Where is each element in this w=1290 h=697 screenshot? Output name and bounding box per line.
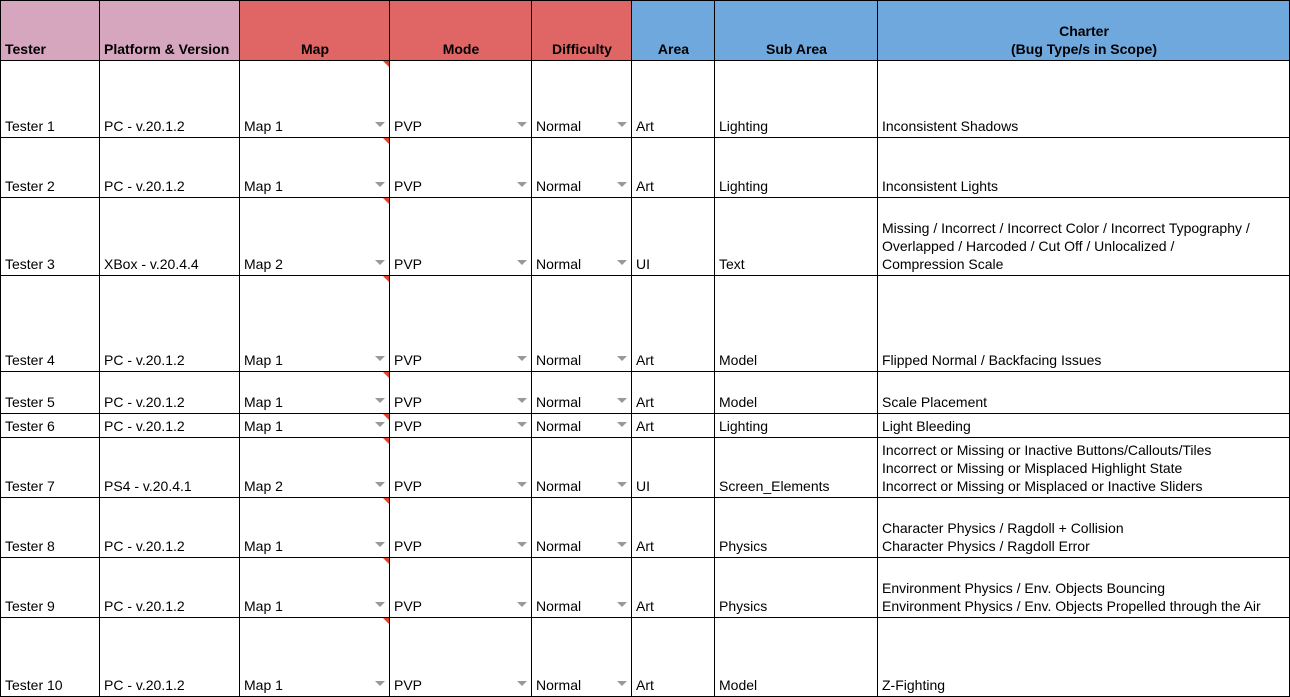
area-value: UI	[636, 256, 650, 272]
charter-cell[interactable]	[878, 618, 1290, 697]
chevron-down-icon[interactable]	[375, 422, 385, 427]
chevron-down-icon[interactable]	[375, 356, 385, 361]
tester-name: Tester 5	[5, 394, 55, 410]
header-charter-line-1: Charter	[1059, 23, 1109, 39]
charter-text	[882, 219, 1250, 273]
map-value: Map 1	[244, 178, 283, 194]
platform-version: PC - v.20.1.2	[104, 178, 185, 194]
comment-marker-icon[interactable]	[383, 61, 389, 67]
map-dropdown[interactable]	[240, 438, 390, 498]
mode-dropdown[interactable]	[390, 138, 532, 198]
map-value: Map 1	[244, 352, 283, 368]
chevron-down-icon[interactable]	[517, 398, 527, 403]
map-dropdown[interactable]	[240, 498, 390, 558]
difficulty-value: Normal	[536, 598, 582, 614]
mode-value: PVP	[394, 256, 423, 272]
chevron-down-icon[interactable]	[617, 122, 627, 127]
charter-cell[interactable]	[878, 198, 1290, 276]
charter-line: Scale Placement	[882, 394, 988, 410]
charter-text	[882, 579, 1261, 615]
difficulty-dropdown[interactable]	[532, 61, 632, 138]
mode-value: PVP	[394, 118, 423, 134]
sub-area-cell[interactable]	[715, 414, 878, 438]
charter-cell[interactable]	[878, 558, 1290, 618]
comment-marker-icon[interactable]	[383, 414, 389, 420]
platform-cell[interactable]	[100, 138, 240, 198]
charter-text	[882, 676, 945, 694]
header-mode[interactable]	[390, 0, 532, 61]
header-platform[interactable]	[100, 0, 240, 61]
tester-cell[interactable]	[0, 498, 100, 558]
platform-cell[interactable]	[100, 276, 240, 372]
mode-value: PVP	[394, 478, 423, 494]
difficulty-dropdown[interactable]	[532, 276, 632, 372]
charter-line: Light Bleeding	[882, 418, 971, 434]
header-sub-area[interactable]	[715, 0, 878, 61]
tester-cell[interactable]	[0, 438, 100, 498]
map-dropdown[interactable]	[240, 61, 390, 138]
chevron-down-icon[interactable]	[617, 681, 627, 686]
map-value: Map 2	[244, 478, 283, 494]
sub-area-cell[interactable]	[715, 138, 878, 198]
area-cell[interactable]	[632, 372, 715, 414]
area-cell[interactable]	[632, 498, 715, 558]
chevron-down-icon[interactable]	[517, 602, 527, 607]
tester-name: Tester 3	[5, 256, 55, 272]
mode-value: PVP	[394, 677, 423, 693]
chevron-down-icon[interactable]	[517, 356, 527, 361]
tester-name: Tester 2	[5, 178, 55, 194]
platform-version: PC - v.20.1.2	[104, 538, 185, 554]
difficulty-value: Normal	[536, 677, 582, 693]
area-value: Art	[636, 394, 654, 410]
chevron-down-icon[interactable]	[375, 182, 385, 187]
chevron-down-icon[interactable]	[375, 260, 385, 265]
charter-cell[interactable]	[878, 438, 1290, 498]
sub-area-value: Physics	[719, 598, 768, 614]
difficulty-value: Normal	[536, 256, 582, 272]
map-dropdown[interactable]	[240, 276, 390, 372]
charter-cell[interactable]	[878, 498, 1290, 558]
chevron-down-icon[interactable]	[375, 542, 385, 547]
difficulty-dropdown[interactable]	[532, 198, 632, 276]
platform-version: PS4 - v.20.4.1	[104, 478, 192, 494]
difficulty-value: Normal	[536, 118, 582, 134]
chevron-down-icon[interactable]	[517, 542, 527, 547]
chevron-down-icon[interactable]	[375, 398, 385, 403]
charter-cell[interactable]	[878, 138, 1290, 198]
comment-marker-icon[interactable]	[383, 138, 389, 144]
difficulty-dropdown[interactable]	[532, 438, 632, 498]
area-value: UI	[636, 478, 650, 494]
map-dropdown[interactable]	[240, 372, 390, 414]
charter-line: Inconsistent Shadows	[882, 118, 1019, 134]
map-value: Map 2	[244, 256, 283, 272]
difficulty-value: Normal	[536, 478, 582, 494]
chevron-down-icon[interactable]	[375, 602, 385, 607]
charter-text	[882, 117, 1018, 135]
mode-value: PVP	[394, 418, 423, 434]
tester-cell[interactable]	[0, 618, 100, 697]
map-value: Map 1	[244, 394, 283, 410]
sub-area-cell[interactable]	[715, 198, 878, 276]
charter-line: Incorrect or Missing or Inactive Buttons/Callouts/Tiles	[882, 442, 1212, 458]
chevron-down-icon[interactable]	[617, 602, 627, 607]
header-platform-label: Platform & Version	[104, 41, 230, 57]
sub-area-cell[interactable]	[715, 498, 878, 558]
mode-value: PVP	[394, 178, 423, 194]
header-sub-area-label: Sub Area	[766, 41, 827, 57]
platform-cell[interactable]	[100, 558, 240, 618]
area-cell[interactable]	[632, 198, 715, 276]
comment-marker-icon[interactable]	[383, 498, 389, 504]
tester-name: Tester 10	[5, 677, 63, 693]
tester-cell[interactable]	[0, 372, 100, 414]
map-dropdown[interactable]	[240, 558, 390, 618]
comment-marker-icon[interactable]	[383, 372, 389, 378]
mode-dropdown[interactable]	[390, 372, 532, 414]
charter-line: Character Physics / Ragdoll Error	[882, 538, 1090, 554]
tester-cell[interactable]	[0, 414, 100, 438]
header-area[interactable]	[632, 0, 715, 61]
header-mode-label: Mode	[442, 41, 480, 57]
area-cell[interactable]	[632, 138, 715, 198]
chevron-down-icon[interactable]	[617, 182, 627, 187]
area-cell[interactable]	[632, 414, 715, 438]
chevron-down-icon[interactable]	[617, 398, 627, 403]
map-value: Map 1	[244, 538, 283, 554]
platform-version: PC - v.20.1.2	[104, 677, 185, 693]
chevron-down-icon[interactable]	[617, 356, 627, 361]
chevron-down-icon[interactable]	[617, 422, 627, 427]
difficulty-dropdown[interactable]	[532, 414, 632, 438]
sub-area-value: Lighting	[719, 418, 769, 434]
tester-cell[interactable]	[0, 198, 100, 276]
charter-text	[882, 393, 987, 411]
difficulty-value: Normal	[536, 538, 582, 554]
mode-dropdown[interactable]	[390, 618, 532, 697]
tester-cell[interactable]	[0, 61, 100, 138]
area-value: Art	[636, 677, 654, 693]
difficulty-value: Normal	[536, 352, 582, 368]
sub-area-cell[interactable]	[715, 372, 878, 414]
comment-marker-icon[interactable]	[383, 558, 389, 564]
charter-line: Environment Physics / Env. Objects Bouncing	[882, 580, 1165, 596]
difficulty-dropdown[interactable]	[532, 618, 632, 697]
platform-cell[interactable]	[100, 198, 240, 276]
chevron-down-icon[interactable]	[375, 482, 385, 487]
sub-area-value: Model	[719, 677, 758, 693]
chevron-down-icon[interactable]	[617, 260, 627, 265]
sub-area-cell[interactable]	[715, 438, 878, 498]
tester-cell[interactable]	[0, 276, 100, 372]
map-dropdown[interactable]	[240, 198, 390, 276]
map-dropdown[interactable]	[240, 618, 390, 697]
map-value: Map 1	[244, 418, 283, 434]
difficulty-value: Normal	[536, 418, 582, 434]
mode-dropdown[interactable]	[390, 558, 532, 618]
map-dropdown[interactable]	[240, 138, 390, 198]
mode-value: PVP	[394, 394, 423, 410]
chevron-down-icon[interactable]	[517, 122, 527, 127]
comment-marker-icon[interactable]	[383, 276, 389, 282]
tester-name: Tester 1	[5, 118, 55, 134]
sub-area-value: Model	[719, 352, 758, 368]
charter-line: Environment Physics / Env. Objects Propelled through the Air	[882, 598, 1261, 614]
map-value: Map 1	[244, 118, 283, 134]
comment-marker-icon[interactable]	[383, 618, 389, 624]
chevron-down-icon[interactable]	[517, 260, 527, 265]
sub-area-cell[interactable]	[715, 61, 878, 138]
sub-area-value: Lighting	[719, 118, 769, 134]
difficulty-value: Normal	[536, 178, 582, 194]
difficulty-dropdown[interactable]	[532, 372, 632, 414]
chevron-down-icon[interactable]	[617, 542, 627, 547]
charter-line: Flipped Normal / Backfacing Issues	[882, 352, 1102, 368]
area-value: Art	[636, 178, 654, 194]
header-difficulty-label: Difficulty	[552, 41, 612, 57]
mode-dropdown[interactable]	[390, 498, 532, 558]
sub-area-value: Model	[719, 394, 758, 410]
platform-cell[interactable]	[100, 498, 240, 558]
platform-version: PC - v.20.1.2	[104, 394, 185, 410]
header-area-label: Area	[657, 41, 690, 57]
platform-version: XBox - v.20.4.4	[104, 256, 199, 272]
charter-line: Z-Fighting	[882, 677, 946, 693]
mode-value: PVP	[394, 598, 423, 614]
sub-area-value: Lighting	[719, 178, 769, 194]
area-value: Art	[636, 538, 654, 554]
area-value: Art	[636, 118, 654, 134]
sub-area-cell[interactable]	[715, 618, 878, 697]
charter-line: Missing / Incorrect / Incorrect Color / Incorrect Typography /	[882, 220, 1250, 236]
area-cell[interactable]	[632, 618, 715, 697]
map-value: Map 1	[244, 598, 283, 614]
difficulty-dropdown[interactable]	[532, 138, 632, 198]
header-tester[interactable]	[0, 0, 100, 61]
area-cell[interactable]	[632, 438, 715, 498]
tester-name: Tester 6	[5, 418, 55, 434]
mode-dropdown[interactable]	[390, 438, 532, 498]
comment-marker-icon[interactable]	[383, 198, 389, 204]
charter-text	[882, 177, 998, 195]
platform-version: PC - v.20.1.2	[104, 598, 185, 614]
sub-area-cell[interactable]	[715, 276, 878, 372]
header-map[interactable]	[240, 0, 390, 61]
area-cell[interactable]	[632, 276, 715, 372]
area-cell[interactable]	[632, 61, 715, 138]
charter-cell[interactable]	[878, 372, 1290, 414]
chevron-down-icon[interactable]	[375, 681, 385, 686]
platform-version: PC - v.20.1.2	[104, 352, 185, 368]
map-value: Map 1	[244, 677, 283, 693]
comment-marker-icon[interactable]	[383, 438, 389, 444]
area-value: Art	[636, 352, 654, 368]
header-map-label: Map	[301, 41, 329, 57]
chevron-down-icon[interactable]	[517, 422, 527, 427]
charter-text	[882, 519, 1124, 555]
mode-dropdown[interactable]	[390, 61, 532, 138]
charter-line: Compression Scale	[882, 256, 1004, 272]
chevron-down-icon[interactable]	[517, 482, 527, 487]
charter-cell[interactable]	[878, 276, 1290, 372]
mode-dropdown[interactable]	[390, 276, 532, 372]
chevron-down-icon[interactable]	[517, 681, 527, 686]
tester-name: Tester 7	[5, 478, 55, 494]
map-dropdown[interactable]	[240, 414, 390, 438]
sub-area-value: Screen_Elements	[719, 478, 830, 494]
charter-line: Overlapped / Harcoded / Cut Off / Unlocalized /	[882, 238, 1175, 254]
charter-cell[interactable]	[878, 414, 1290, 438]
sub-area-value: Physics	[719, 538, 768, 554]
tester-name: Tester 9	[5, 598, 55, 614]
charter-line: Incorrect or Missing or Misplaced or Inactive Sliders	[882, 478, 1203, 494]
mode-dropdown[interactable]	[390, 414, 532, 438]
chevron-down-icon[interactable]	[375, 122, 385, 127]
chevron-down-icon[interactable]	[617, 482, 627, 487]
difficulty-dropdown[interactable]	[532, 498, 632, 558]
area-value: Art	[636, 598, 654, 614]
platform-cell[interactable]	[100, 414, 240, 438]
sub-area-value: Text	[719, 256, 745, 272]
charter-text	[882, 351, 1101, 369]
platform-cell[interactable]	[100, 61, 240, 138]
tester-name: Tester 4	[5, 352, 55, 368]
header-charter-line-2: (Bug Type/s in Scope)	[1011, 41, 1157, 57]
platform-cell[interactable]	[100, 618, 240, 697]
tester-cell[interactable]	[0, 138, 100, 198]
platform-version: PC - v.20.1.2	[104, 118, 185, 134]
charter-text	[882, 417, 971, 435]
tester-name: Tester 8	[5, 538, 55, 554]
header-tester-label: Tester	[5, 41, 46, 57]
sub-area-cell[interactable]	[715, 558, 878, 618]
area-value: Art	[636, 418, 654, 434]
mode-value: PVP	[394, 538, 423, 554]
difficulty-dropdown[interactable]	[532, 558, 632, 618]
header-charter-label	[1011, 22, 1157, 58]
charter-line: Character Physics / Ragdoll + Collision	[882, 520, 1124, 536]
charter-cell[interactable]	[878, 61, 1290, 138]
difficulty-value: Normal	[536, 394, 582, 410]
header-difficulty[interactable]	[532, 0, 632, 61]
chevron-down-icon[interactable]	[517, 182, 527, 187]
platform-cell[interactable]	[100, 372, 240, 414]
charter-text	[882, 441, 1211, 495]
charter-line: Incorrect or Missing or Misplaced Highlight State	[882, 460, 1183, 476]
area-cell[interactable]	[632, 558, 715, 618]
header-charter[interactable]	[878, 0, 1290, 61]
platform-version: PC - v.20.1.2	[104, 418, 185, 434]
charter-line: Inconsistent Lights	[882, 178, 998, 194]
mode-value: PVP	[394, 352, 423, 368]
tester-cell[interactable]	[0, 558, 100, 618]
mode-dropdown[interactable]	[390, 198, 532, 276]
platform-cell[interactable]	[100, 438, 240, 498]
